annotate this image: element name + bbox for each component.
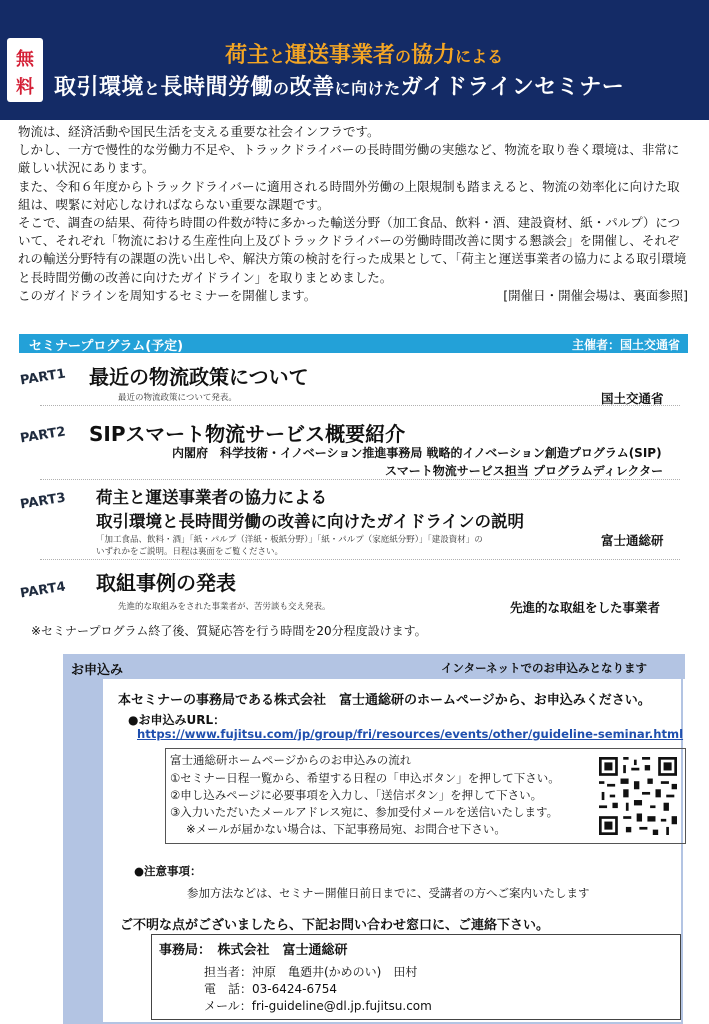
header-l1-f: による xyxy=(455,47,504,66)
part3-speaker: 富士通総研 xyxy=(601,533,664,548)
header-l2-b: と xyxy=(144,79,161,98)
part3-desc-line1: 「加工食品、飲料・酒」「紙・パルプ（洋紙・板紙分野）」「紙・パルプ（家庭紙分野）」「建設資材」の xyxy=(96,535,483,545)
intro-text xyxy=(18,123,688,305)
free-badge xyxy=(7,38,43,102)
contact-email: メール：fri-guideline@dl.jp.fujitsu.com xyxy=(204,999,432,1013)
program-organizer: 主催者：国土交通省 xyxy=(571,338,680,352)
intro-p5-note: [開催日・開催会場は、裏面参照] xyxy=(503,287,688,303)
contact-office: 事務局： 株式会社 富士通総研 xyxy=(159,943,348,958)
application-title: お申込み xyxy=(71,663,124,678)
free-badge-top: 無 xyxy=(16,49,34,70)
part2-speaker-line1: 内閣府 科学技術・イノベーション推進事務局 戦略的イノベーション創造プログラム(SIP) xyxy=(172,446,662,460)
separator-2 xyxy=(40,479,680,480)
contact-person: 担当者：沖原 亀廼井(かめのい) 田村 xyxy=(204,965,418,979)
application-left-bar xyxy=(63,679,103,1024)
header-title-line1 xyxy=(225,38,503,69)
part1-speaker: 国土交通省 xyxy=(601,391,664,406)
application-url-link[interactable]: https://www.fujitsu.com/jp/group/fri/resources/events/other/guideline-seminar.html xyxy=(137,727,684,741)
url-label: ●お申込みURL： xyxy=(128,713,226,727)
header-l2-d: の xyxy=(273,79,290,98)
flow-title: 富士通総研ホームページからのお申込みの流れ xyxy=(170,753,412,767)
contact-lead: ご不明な点がございましたら、下記お問い合わせ窓口に、ご連絡下さい。 xyxy=(120,918,550,933)
contact-phone: 電 話：03-6424-6754 xyxy=(204,982,338,996)
header-l2-f: に向けた xyxy=(334,79,401,98)
part4-speaker: 先進的な取組をした事業者 xyxy=(510,600,661,615)
intro-p5: このガイドラインを周知するセミナーを開催します。 xyxy=(18,287,317,303)
part1-desc: 最近の物流政策について発表。 xyxy=(118,393,237,403)
qr-code-icon[interactable] xyxy=(599,757,677,835)
part2-speaker-line2: スマート物流サービス担当 プログラムディレクター xyxy=(385,464,664,478)
part3-title-line2: 取引環境と長時間労働の改善に向けたガイドラインの説明 xyxy=(96,512,525,531)
header-l2-g: ガイドラインセミナー xyxy=(400,75,625,100)
separator-1 xyxy=(40,405,680,406)
part2-title: SIPスマート物流サービス概要紹介 xyxy=(89,422,406,446)
qa-note: ※セミナープログラム終了後、質疑応答を行う時間を20分程度設けます。 xyxy=(31,624,427,638)
part1-title: 最近の物流政策について xyxy=(89,365,309,389)
part3-label: PART3 xyxy=(19,490,67,513)
header-l2-a: 取引環境 xyxy=(54,75,145,100)
notes-text: 参加方法などは、セミナー開催日前日までに、受講者の方へご案内いたします xyxy=(187,886,590,900)
contact-box xyxy=(151,934,681,1020)
part4-title: 取組事例の発表 xyxy=(96,571,236,595)
intro-p5-wrap xyxy=(18,287,688,305)
intro-p2: しかし、一方で慢性的な労働力不足や、トラックドライバーの長時間労働の実態など、物流を取り巻く環境は、非常に厳しい状況にあります。 xyxy=(18,142,680,176)
header-l1-e: 協力 xyxy=(411,43,456,68)
application-mode: インターネットでのお申込みとなります xyxy=(441,661,647,675)
intro-p3: また、令和６年度からトラックドライバーに適用される時間外労働の上限規制も踏まえると、物流の効率化に向けた取組は、喫緊に対応しなければならない重要な課題です。 xyxy=(18,178,680,212)
header-l1-a: 荷主 xyxy=(225,43,270,68)
program-bar xyxy=(19,334,688,353)
program-title: セミナープログラム(予定) xyxy=(29,339,184,354)
part1-label: PART1 xyxy=(19,366,67,389)
application-intro: 本セミナーの事務局である株式会社 富士通総研のホームページから、お申込みください。 xyxy=(118,693,651,708)
application-flow-box xyxy=(165,748,686,844)
free-badge-bottom: 料 xyxy=(16,77,34,98)
flow-step-2: ②申し込みページに必要事項を入力し、「送信ボタン」を押して下さい。 xyxy=(170,788,543,802)
intro-p4: そこで、調査の結果、荷待ち時間の件数が特に多かった輸送分野（加工食品、飲料・酒、建設資材、紙・パルプ）について、それぞれ「物流における生産性向上及びトラックドライバーの労働時間改善に関する懇談会」を開催し、それぞれの輸送分野特有の課題の洗い出しや、解決方策の検討を行った成果として、「荷主と運送事業者の協力による取引環境と長時間労働の改善に向けたガイドライン」を取りまとめました。 xyxy=(18,215,687,285)
notes-label: ●注意事項： xyxy=(134,864,202,878)
application-header xyxy=(63,654,685,679)
header-l1-d: の xyxy=(395,47,412,66)
header-l1-c: 運送事業者 xyxy=(285,43,396,68)
flow-step-1: ①セミナー日程一覧から、希望する日程の「申込ボタン」を押して下さい。 xyxy=(170,771,560,785)
header-l1-b: と xyxy=(269,47,286,66)
flow-step-3: ③入力いただいたメールアドレス宛に、参加受付メールを送信いたします。 xyxy=(170,805,559,819)
header-l2-e: 改善 xyxy=(289,75,335,100)
header-l2-c: 長時間労働 xyxy=(160,75,274,100)
part4-label: PART4 xyxy=(19,579,67,602)
part4-desc: 先進的な取組みをされた事業者が、苦労談も交え発表。 xyxy=(118,602,331,612)
part2-label: PART2 xyxy=(19,424,67,447)
part3-desc-line2: いずれかをご説明。日程は裏面をご覧ください。 xyxy=(96,547,284,557)
part3-title-line1: 荷主と運送事業者の協力による xyxy=(96,488,327,507)
flow-step-4: ※メールが届かない場合は、下記事務局宛、お問合せ下さい。 xyxy=(186,822,506,836)
intro-p1: 物流は、経済活動や国民生活を支える重要な社会インフラです。 xyxy=(18,124,380,139)
separator-3 xyxy=(40,559,680,560)
header-title-line2 xyxy=(54,70,624,101)
